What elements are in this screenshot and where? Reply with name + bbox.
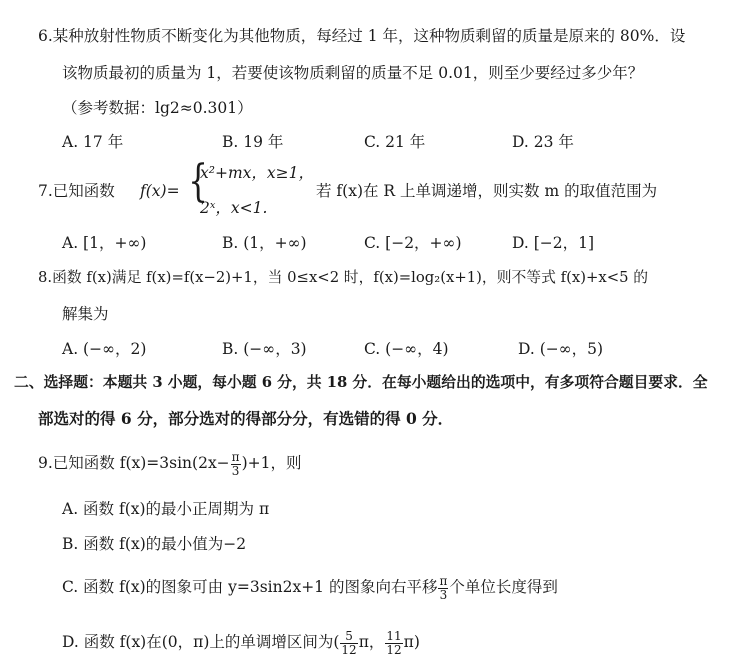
q6-option-d: D. 23 年 <box>512 133 574 151</box>
q9-option-d-pre: D. 函数 f(x)在(0，π)上的单调增区间为( <box>62 633 340 652</box>
section2-line2: 部选对的得 6 分，部分选对的得部分分，有选错的得 0 分． <box>38 409 454 428</box>
piecewise-brace: { <box>188 156 208 207</box>
fraction-denominator: 12 <box>341 642 357 657</box>
q6-note: （参考数据：lg2≈0.301） <box>62 99 253 117</box>
section2-line1: 二、选择题：本题共 3 小题，每小题 6 分，共 18 分．在每小题给出的选项中，有多项符合题目要求．全 <box>14 374 708 391</box>
fraction-denominator: 3 <box>439 587 448 602</box>
q7-option-c: C. [−2，+∞) <box>364 234 462 252</box>
five-twelfths-fraction <box>340 630 357 656</box>
q9-option-c-post: 个单位长度得到 <box>449 578 558 597</box>
q6-line1: 6.某种放射性物质不断变化为其他物质，每经过 1 年，这种物质剩留的质量是原来的 80%．设 <box>38 27 686 45</box>
q9-option-b: B. 函数 f(x)的最小值为−2 <box>62 535 247 553</box>
q8-option-a: A. (−∞，2) <box>62 340 147 358</box>
q9-stem <box>38 451 301 477</box>
q7-piece1: x²+mx，x≥1， <box>200 164 314 182</box>
q8-option-b: B. (−∞，3) <box>222 340 307 358</box>
fraction-numerator: π <box>439 574 448 588</box>
q6-option-b: B. 19 年 <box>222 133 284 151</box>
q7-option-b: B. (1，+∞) <box>222 234 307 252</box>
fraction-numerator: π <box>231 450 240 464</box>
fraction-denominator: 3 <box>231 463 240 478</box>
q9-option-c-pre: C. 函数 f(x)的图象可由 y=3sin2x+1 的图象向右平移 <box>62 578 438 597</box>
q6-option-a: A. 17 年 <box>62 133 124 151</box>
q6-line2: 该物质最初的质量为 1，若要使该物质剩留的质量不足 0.01，则至少要经过多少年？ <box>62 64 644 82</box>
eleven-twelfths-fraction <box>385 630 402 656</box>
q9-option-a: A. 函数 f(x)的最小正周期为 π <box>62 500 270 518</box>
q9-option-c <box>62 575 558 601</box>
pi-over-3-fraction <box>231 451 241 477</box>
q7-fx: f(x)= <box>140 182 180 200</box>
fraction-numerator: 5 <box>340 630 357 644</box>
q7-prefix: 7.已知函数 <box>38 182 115 200</box>
q9-option-d-post: π) <box>403 633 420 652</box>
q8-option-d: D. (−∞，5) <box>518 340 604 358</box>
q9-option-d-mid: π， <box>358 633 385 652</box>
q8-line2: 解集为 <box>62 305 109 323</box>
fraction-numerator: 11 <box>386 629 402 643</box>
q6-option-c: C. 21 年 <box>364 133 426 151</box>
q9-stem-post: )+1，则 <box>241 454 302 473</box>
q7-piece2: 2ˣ，x<1. <box>200 199 268 217</box>
q8-line1: 8.函数 f(x)满足 f(x)=f(x−2)+1，当 0≤x<2 时，f(x)=log₂(x+1)，则不等式 f(x)+x<5 的 <box>38 269 649 286</box>
fraction-denominator: 12 <box>386 642 402 657</box>
q9-option-d <box>62 630 420 656</box>
pi-over-3-fraction <box>438 575 448 601</box>
q7-option-a: A. [1，+∞) <box>62 234 147 252</box>
q8-option-c: C. (−∞，4) <box>364 340 449 358</box>
q7-suffix: 若 f(x)在 R 上单调递增，则实数 m 的取值范围为 <box>316 182 658 200</box>
q7-option-d: D. [−2，1] <box>512 234 595 252</box>
q9-stem-pre: 9.已知函数 f(x)=3sin(2x− <box>38 454 230 473</box>
